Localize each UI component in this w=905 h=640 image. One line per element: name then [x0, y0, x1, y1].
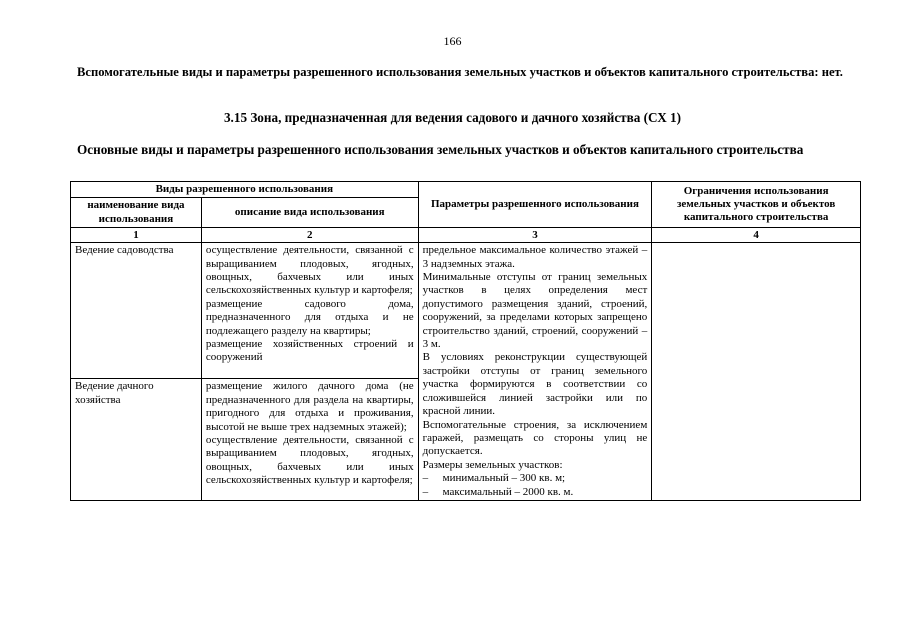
- main-uses-heading: Основные виды и параметры разрешенного использования земельных участков и объектов капитального строительства: [77, 142, 804, 157]
- header-uses-group: Виды разрешенного использования: [71, 182, 419, 198]
- size-item-text: максимальный – 2000 кв. м.: [442, 485, 574, 498]
- use-name: Ведение садоводства: [71, 243, 202, 379]
- header-restrictions: Ограничения использования земельных участков и объектов капитального строительства: [652, 182, 861, 228]
- parameters-cell: [418, 243, 652, 501]
- description-paragraph: осуществление деятельности, связанной с выращиванием плодовых, ягодных, овощных, бахчевых или иных сельскохозяйственных культур и картофеля;: [205, 434, 414, 487]
- parameter-paragraph: Минимальные отступы от границ земельных участков в целях определения мест допустимого размещения зданий, строений, сооружений, за пределами которых запрещено строительство зданий, строений, сооружений – 3 м.: [422, 271, 648, 351]
- parameter-paragraph: Вспомогательные строения, за исключением гаражей, размещать со стороны улиц не допускается.: [422, 418, 648, 458]
- header-description: описание вида использования: [201, 198, 418, 228]
- header-name: наименование вида использования: [71, 198, 202, 228]
- use-name: Ведение дачного хозяйства: [71, 379, 202, 500]
- description-paragraph: размещение садового дома, предназначенного для отдыха и не подлежащего разделу на квартиры;: [205, 297, 414, 337]
- dash-marker: –: [422, 485, 429, 498]
- column-number: 4: [652, 228, 861, 243]
- size-list-item: [423, 486, 648, 499]
- column-number: 1: [71, 228, 202, 243]
- size-item-text: минимальный – 300 кв. м;: [442, 472, 566, 485]
- dash-marker: –: [422, 472, 429, 485]
- description-paragraph: осуществление деятельности, связанной с выращиванием плодовых, ягодных, овощных, бахчевых или иных сельскохозяйственных культур и картофеля;: [205, 244, 414, 297]
- page-number: 166: [443, 34, 462, 48]
- parameter-paragraph: предельное максимальное количество этажей – 3 надземных этажа.: [422, 244, 648, 270]
- uses-table: [70, 181, 861, 501]
- table-header-row: [71, 182, 861, 198]
- table-row: [71, 243, 861, 379]
- parameter-paragraph: Размеры земельных участков:: [422, 458, 563, 471]
- description-paragraph: размещение хозяйственных строений и сооружений: [205, 338, 414, 364]
- column-number-row: [71, 228, 861, 243]
- use-description: [201, 243, 418, 379]
- zone-heading: 3.15 Зона, предназначенная для ведения садового и дачного хозяйства (СХ 1): [223, 110, 682, 125]
- auxiliary-uses-heading: Вспомогательные виды и параметры разрешенного использования земельных участков и объектов капитального строительства: нет.: [77, 65, 843, 79]
- column-number: 2: [201, 228, 418, 243]
- use-description: [201, 379, 418, 500]
- header-parameters: Параметры разрешенного использования: [418, 182, 652, 228]
- column-number: 3: [418, 228, 652, 243]
- parameter-paragraph: В условиях реконструкции существующей застройки отступы от границ земельного участка формируются в соответствии со сложившейся линией застройки или по красной линии.: [422, 351, 648, 418]
- restrictions-cell: [652, 243, 861, 501]
- size-list-item: [423, 472, 648, 485]
- description-paragraph: размещение жилого дачного дома (не предназначенного для раздела на квартиры, пригодного для отдыха и проживания, высотой не выше трех надземных этажей);: [205, 380, 414, 433]
